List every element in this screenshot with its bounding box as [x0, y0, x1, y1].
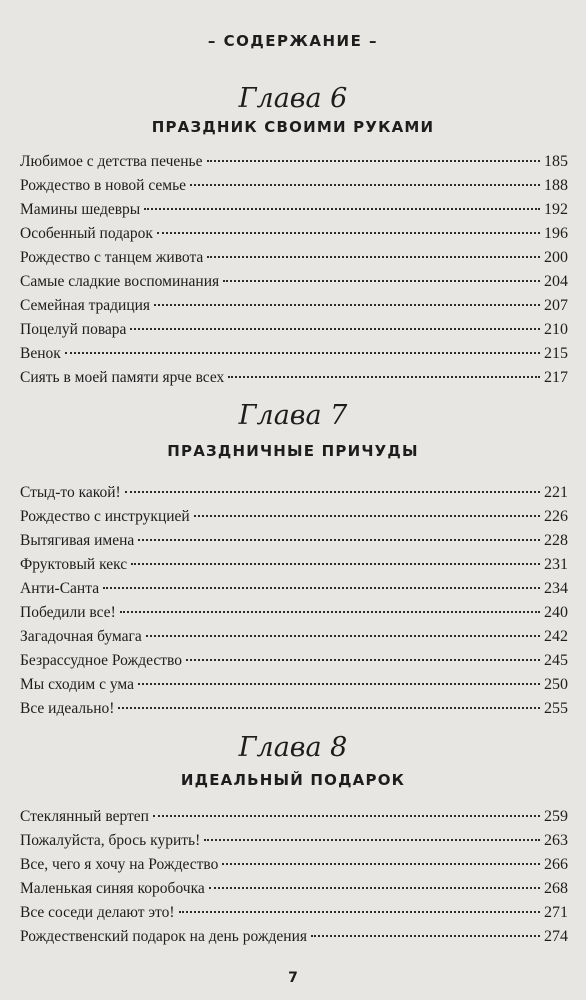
toc-entry-title: Семейная традиция — [20, 297, 151, 314]
toc-entry-page: 274 — [544, 928, 568, 945]
toc-entry[interactable] — [20, 699, 568, 719]
toc-entry-page: 185 — [544, 153, 568, 170]
toc-entry-title: Победили все! — [20, 604, 116, 621]
toc-header: – СОДЕРЖАНИЕ – — [207, 32, 379, 50]
toc-entry-page: 255 — [544, 700, 568, 717]
dot-leader — [154, 304, 540, 306]
toc-entry-title: Загадочная бумага — [20, 628, 142, 645]
toc-entry-title: Все идеально! — [20, 700, 115, 717]
toc-entry-page: 240 — [544, 604, 568, 621]
dot-leader — [228, 376, 540, 378]
toc-entry-title: Безрассудное Рождество — [20, 652, 183, 669]
toc-entry-title: Маленькая синяя коробочка — [20, 880, 205, 897]
toc-entry-title: Стыд-то какой! — [20, 484, 121, 501]
toc-entry-page: 221 — [544, 484, 568, 501]
toc-entry[interactable] — [20, 603, 568, 623]
dot-leader — [311, 935, 540, 937]
dot-leader — [144, 208, 540, 210]
toc-entry-page: 259 — [544, 808, 568, 825]
toc-entry-title: Рождественский подарок на день рождения — [20, 928, 308, 945]
dot-leader — [194, 515, 540, 517]
toc-entry-page: 268 — [544, 880, 568, 897]
toc-entry-page: 228 — [544, 532, 568, 549]
toc-entry-page: 204 — [544, 273, 568, 290]
toc-entry[interactable] — [20, 272, 568, 292]
toc-entry-title: Все, чего я хочу на Рождество — [20, 856, 219, 873]
chapter-7-title: Глава 7 — [238, 400, 348, 431]
dot-leader — [222, 863, 540, 865]
toc-entry[interactable] — [20, 296, 568, 316]
toc-entry-page: 242 — [544, 628, 568, 645]
toc-entry[interactable] — [20, 579, 568, 599]
toc-entry-title: Поцелуй повара — [20, 321, 127, 338]
dot-leader — [153, 815, 540, 817]
toc-entry-title: Пожалуйста, брось курить! — [20, 832, 201, 849]
toc-entry-page: 263 — [544, 832, 568, 849]
dot-leader — [125, 491, 540, 493]
toc-entry[interactable] — [20, 879, 568, 899]
toc-entry[interactable] — [20, 368, 568, 388]
dot-leader — [120, 611, 540, 613]
toc-entry-title: Анти-Санта — [20, 580, 100, 597]
toc-entry[interactable] — [20, 200, 568, 220]
dot-leader — [204, 839, 540, 841]
dot-leader — [65, 352, 540, 354]
chapter-6-title: Глава 6 — [238, 83, 348, 114]
toc-entry[interactable] — [20, 176, 568, 196]
toc-entry[interactable] — [20, 927, 568, 947]
dot-leader — [103, 587, 540, 589]
dot-leader — [190, 184, 540, 186]
toc-entry[interactable] — [20, 152, 568, 172]
chapter-8-subtitle: ИДЕАЛЬНЫЙ ПОДАРОК — [180, 771, 406, 789]
toc-entry[interactable] — [20, 344, 568, 364]
toc-entry-title: Венок — [20, 345, 61, 362]
toc-entry[interactable] — [20, 320, 568, 340]
dot-leader — [209, 887, 540, 889]
toc-entry[interactable] — [20, 807, 568, 827]
dot-leader — [207, 256, 540, 258]
chapter-6-subtitle: ПРАЗДНИК СВОИМИ РУКАМИ — [151, 118, 435, 136]
chapter-7-subtitle: ПРАЗДНИЧНЫЕ ПРИЧУДЫ — [167, 442, 419, 460]
dot-leader — [207, 160, 541, 162]
toc-entry-page: 215 — [544, 345, 568, 362]
toc-entry[interactable] — [20, 651, 568, 671]
dot-leader — [179, 911, 540, 913]
toc-entry-title: Самые сладкие воспоминания — [20, 273, 220, 290]
dot-leader — [138, 683, 540, 685]
toc-entry-title: Рождество с инструкцией — [20, 508, 190, 525]
toc-entry-page: 226 — [544, 508, 568, 525]
toc-entry-page: 266 — [544, 856, 568, 873]
toc-entry-title: Рождество с танцем живота — [20, 249, 204, 266]
toc-entry-page: 245 — [544, 652, 568, 669]
toc-entry[interactable] — [20, 224, 568, 244]
page-number: 7 — [288, 970, 298, 986]
toc-entry-title: Сиять в моей памяти ярче всех — [20, 369, 225, 386]
toc-entry-title: Фруктовый кекс — [20, 556, 128, 573]
toc-entry[interactable] — [20, 903, 568, 923]
toc-entry-page: 231 — [544, 556, 568, 573]
toc-entry-page: 196 — [544, 225, 568, 242]
toc-entry-page: 188 — [544, 177, 568, 194]
toc-entry-page: 217 — [544, 369, 568, 386]
toc-entry-title: Мамины шедевры — [20, 201, 141, 218]
toc-entry-title: Стеклянный вертеп — [20, 808, 149, 825]
toc-entry[interactable] — [20, 855, 568, 875]
chapter-8-title: Глава 8 — [238, 732, 348, 763]
toc-entry-title: Любимое с детства печенье — [20, 153, 203, 170]
toc-entry[interactable] — [20, 507, 568, 527]
dot-leader — [146, 635, 540, 637]
dot-leader — [186, 659, 540, 661]
dot-leader — [223, 280, 540, 282]
toc-entry-page: 200 — [544, 249, 568, 266]
toc-entry[interactable] — [20, 531, 568, 551]
toc-entry-title: Особенный подарок — [20, 225, 153, 242]
toc-entry-title: Мы сходим с ума — [20, 676, 134, 693]
toc-entry[interactable] — [20, 831, 568, 851]
dot-leader — [138, 539, 540, 541]
dot-leader — [157, 232, 540, 234]
toc-entry-page: 192 — [544, 201, 568, 218]
toc-entry-page: 271 — [544, 904, 568, 921]
toc-entry[interactable] — [20, 627, 568, 647]
toc-entry[interactable] — [20, 555, 568, 575]
toc-entry-page: 250 — [544, 676, 568, 693]
toc-entry-page: 234 — [544, 580, 568, 597]
dot-leader — [131, 563, 540, 565]
toc-entry[interactable] — [20, 675, 568, 695]
toc-entry-title: Рождество в новой семье — [20, 177, 187, 194]
toc-entry-page: 207 — [544, 297, 568, 314]
toc-entry-title: Вытягивая имена — [20, 532, 135, 549]
dot-leader — [130, 328, 540, 330]
dot-leader — [118, 707, 540, 709]
toc-entry[interactable] — [20, 483, 568, 503]
toc-entry[interactable] — [20, 248, 568, 268]
toc-entry-title: Все соседи делают это! — [20, 904, 175, 921]
toc-entry-page: 210 — [544, 321, 568, 338]
